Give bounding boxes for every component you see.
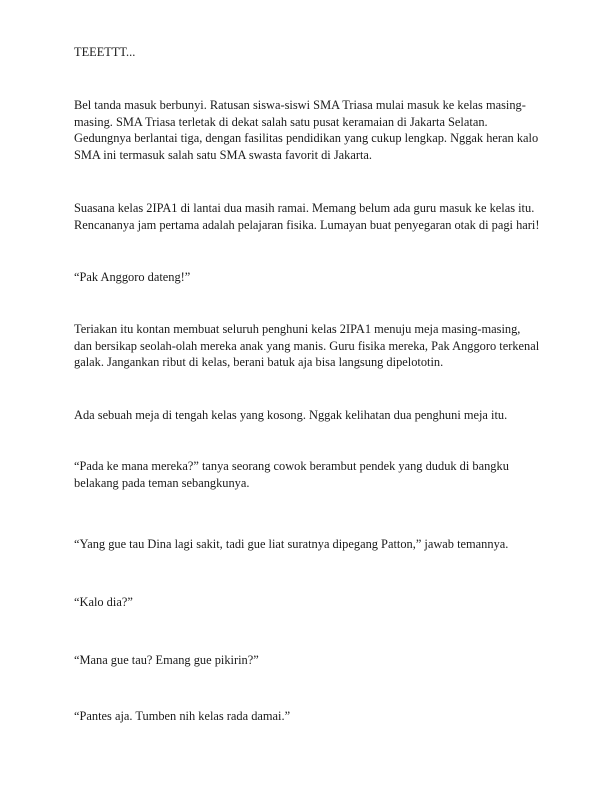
text-line: “Pak Anggoro dateng!”: [74, 270, 191, 284]
paragraph-question: [74, 458, 564, 491]
text-line: “Pantes aja. Tumben nih kelas rada damai.”: [74, 709, 291, 723]
text-line: “Yang gue tau Dina lagi sakit, tadi gue liat suratnya dipegang Patton,” jawab temannya.: [74, 537, 509, 551]
paragraph-teacher-coming: [74, 269, 564, 286]
text-line: “Mana gue tau? Emang gue pikirin?”: [74, 653, 259, 667]
text-line: “Pada ke mana mereka?” tanya seorang cowok berambut pendek yang duduk di bangku: [74, 459, 509, 473]
paragraph-class-atmosphere: [74, 200, 564, 233]
text-line: TEEETTT...: [74, 45, 136, 59]
text-line: masing. SMA Triasa terletak di dekat salah satu pusat keramaian di Jakarta Selatan.: [74, 114, 488, 129]
paragraph-kalo-dia: [74, 594, 564, 611]
text-line: Bel tanda masuk berbunyi. Ratusan siswa-siswi SMA Triasa mulai masuk ke kelas masing-: [74, 98, 526, 112]
text-line: galak. Jangankan ribut di kelas, berani batuk aja bisa langsung dipelototin.: [74, 355, 444, 369]
text-line: belakang pada teman sebangkunya.: [74, 475, 250, 490]
text-line: “Kalo dia?”: [74, 595, 133, 609]
text-line: Gedungnya berlantai tiga, dengan fasilitas pendidikan yang cukup lengkap. Nggak heran kalo: [74, 131, 539, 145]
text-line: Rencananya jam pertama adalah pelajaran fisika. Lumayan buat penyegaran otak di pagi hari!: [74, 217, 540, 232]
paragraph-students-react: [74, 321, 564, 371]
paragraph-empty-desk: [74, 407, 564, 424]
text-line: Teriakan itu kontan membuat seluruh penghuni kelas 2IPA1 menuju meja masing-masing,: [74, 322, 521, 336]
text-line: dan bersikap seolah-olah mereka anak yang manis. Guru fisika mereka, Pak Anggoro terkenal: [74, 338, 540, 353]
paragraph-pantes-aja: [74, 708, 564, 725]
paragraph-answer-dina: [74, 536, 564, 553]
text-line: SMA ini termasuk salah satu SMA swasta favorit di Jakarta.: [74, 147, 373, 162]
paragraph-school-intro: [74, 97, 564, 163]
text-line: Suasana kelas 2IPA1 di lantai dua masih ramai. Memang belum ada guru masuk ke kelas itu.: [74, 201, 535, 215]
text-line: Ada sebuah meja di tengah kelas yang kosong. Nggak kelihatan dua penghuni meja itu.: [74, 408, 508, 422]
paragraph-bell-sound: [74, 44, 564, 61]
paragraph-mana-gue-tau: [74, 652, 564, 669]
